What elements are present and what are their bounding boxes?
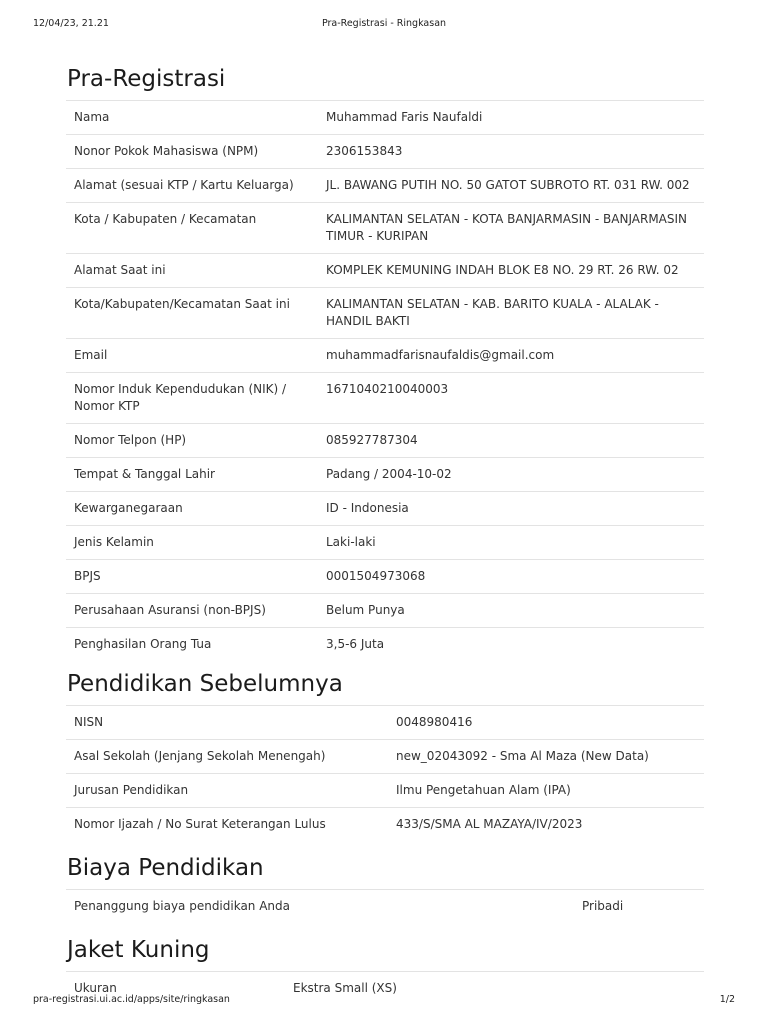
table-row: [66, 169, 704, 203]
field-label: Alamat (sesuai KTP / Kartu Keluarga): [66, 169, 318, 203]
field-value: muhammadfarisnaufaldis@gmail.com: [318, 339, 704, 373]
field-value: Pribadi: [574, 890, 704, 924]
field-label: NISN: [66, 706, 388, 740]
table-row: [66, 424, 704, 458]
field-label: Kota/Kabupaten/Kecamatan Saat ini: [66, 288, 318, 339]
table-row: [66, 808, 704, 842]
field-value: KALIMANTAN SELATAN - KOTA BANJARMASIN - BANJARMASIN TIMUR - KURIPAN: [318, 203, 704, 254]
field-value: KALIMANTAN SELATAN - KAB. BARITO KUALA - ALALAK - HANDIL BAKTI: [318, 288, 704, 339]
section-title: Biaya Pendidikan: [67, 855, 264, 881]
field-value: Belum Punya: [318, 594, 704, 628]
field-label: BPJS: [66, 560, 318, 594]
field-value: Laki-laki: [318, 526, 704, 560]
table-row: [66, 135, 704, 169]
info-table: [66, 889, 704, 923]
table-row: [66, 594, 704, 628]
field-value: KOMPLEK KEMUNING INDAH BLOK E8 NO. 29 RT. 26 RW. 02: [318, 254, 704, 288]
summary-content: [66, 60, 704, 1005]
field-label: Nonor Pokok Mahasiswa (NPM): [66, 135, 318, 169]
field-value: 433/S/SMA AL MAZAYA/IV/2023: [388, 808, 704, 842]
table-row: [66, 458, 704, 492]
table-row: [66, 740, 704, 774]
section-biaya-pendidikan: [66, 849, 704, 923]
field-label: Perusahaan Asuransi (non-BPJS): [66, 594, 318, 628]
table-row: [66, 203, 704, 254]
print-header: [33, 18, 735, 32]
section-title: Pra-Registrasi: [67, 66, 226, 92]
table-row: [66, 101, 704, 135]
field-label: Tempat & Tanggal Lahir: [66, 458, 318, 492]
field-label: Nama: [66, 101, 318, 135]
table-row: [66, 339, 704, 373]
field-value: 0048980416: [388, 706, 704, 740]
section-title: Pendidikan Sebelumnya: [67, 671, 343, 697]
table-row: [66, 373, 704, 424]
section-pendidikan-sebelumnya: [66, 665, 704, 841]
field-label: Penghasilan Orang Tua: [66, 628, 318, 662]
field-label: Asal Sekolah (Jenjang Sekolah Menengah): [66, 740, 388, 774]
field-label: Nomor Telpon (HP): [66, 424, 318, 458]
table-row: [66, 526, 704, 560]
field-value: Ilmu Pengetahuan Alam (IPA): [388, 774, 704, 808]
table-row: [66, 254, 704, 288]
table-row: [66, 628, 704, 662]
field-label: Penanggung biaya pendidikan Anda: [66, 890, 574, 924]
print-page-title: Pra-Registrasi - Ringkasan: [321, 18, 447, 29]
field-label: Nomor Ijazah / No Surat Keterangan Lulus: [66, 808, 388, 842]
field-label: Email: [66, 339, 318, 373]
field-value: new_02043092 - Sma Al Maza (New Data): [388, 740, 704, 774]
field-value: JL. BAWANG PUTIH NO. 50 GATOT SUBROTO RT. 031 RW. 002: [318, 169, 704, 203]
field-value: 085927787304: [318, 424, 704, 458]
field-label: Kota / Kabupaten / Kecamatan: [66, 203, 318, 254]
field-label: Ukuran: [66, 972, 285, 1006]
field-value: Muhammad Faris Naufaldi: [318, 101, 704, 135]
section-pra-registrasi: [66, 60, 704, 661]
field-label: Jenis Kelamin: [66, 526, 318, 560]
table-row: [66, 890, 704, 924]
field-value: Ekstra Small (XS): [285, 972, 704, 1006]
field-label: Nomor Induk Kependudukan (NIK) / Nomor KTP: [66, 373, 318, 424]
print-url: pra-registrasi.ui.ac.id/apps/site/ringkasan: [33, 994, 230, 1005]
field-value: Padang / 2004-10-02: [318, 458, 704, 492]
table-row: [66, 492, 704, 526]
info-table: [66, 705, 704, 841]
info-table: [66, 100, 704, 661]
field-value: 3,5-6 Juta: [318, 628, 704, 662]
table-row: [66, 560, 704, 594]
page-number: 1/2: [719, 994, 735, 1005]
table-row: [66, 288, 704, 339]
print-datetime: 12/04/23, 21.21: [33, 18, 109, 29]
table-row: [66, 706, 704, 740]
field-label: Jurusan Pendidikan: [66, 774, 388, 808]
section-title: Jaket Kuning: [67, 937, 210, 963]
field-value: 1671040210040003: [318, 373, 704, 424]
print-footer: [33, 994, 735, 1008]
field-label: Kewarganegaraan: [66, 492, 318, 526]
field-value: 2306153843: [318, 135, 704, 169]
field-value: 0001504973068: [318, 560, 704, 594]
table-row: [66, 774, 704, 808]
field-label: Alamat Saat ini: [66, 254, 318, 288]
field-value: ID - Indonesia: [318, 492, 704, 526]
